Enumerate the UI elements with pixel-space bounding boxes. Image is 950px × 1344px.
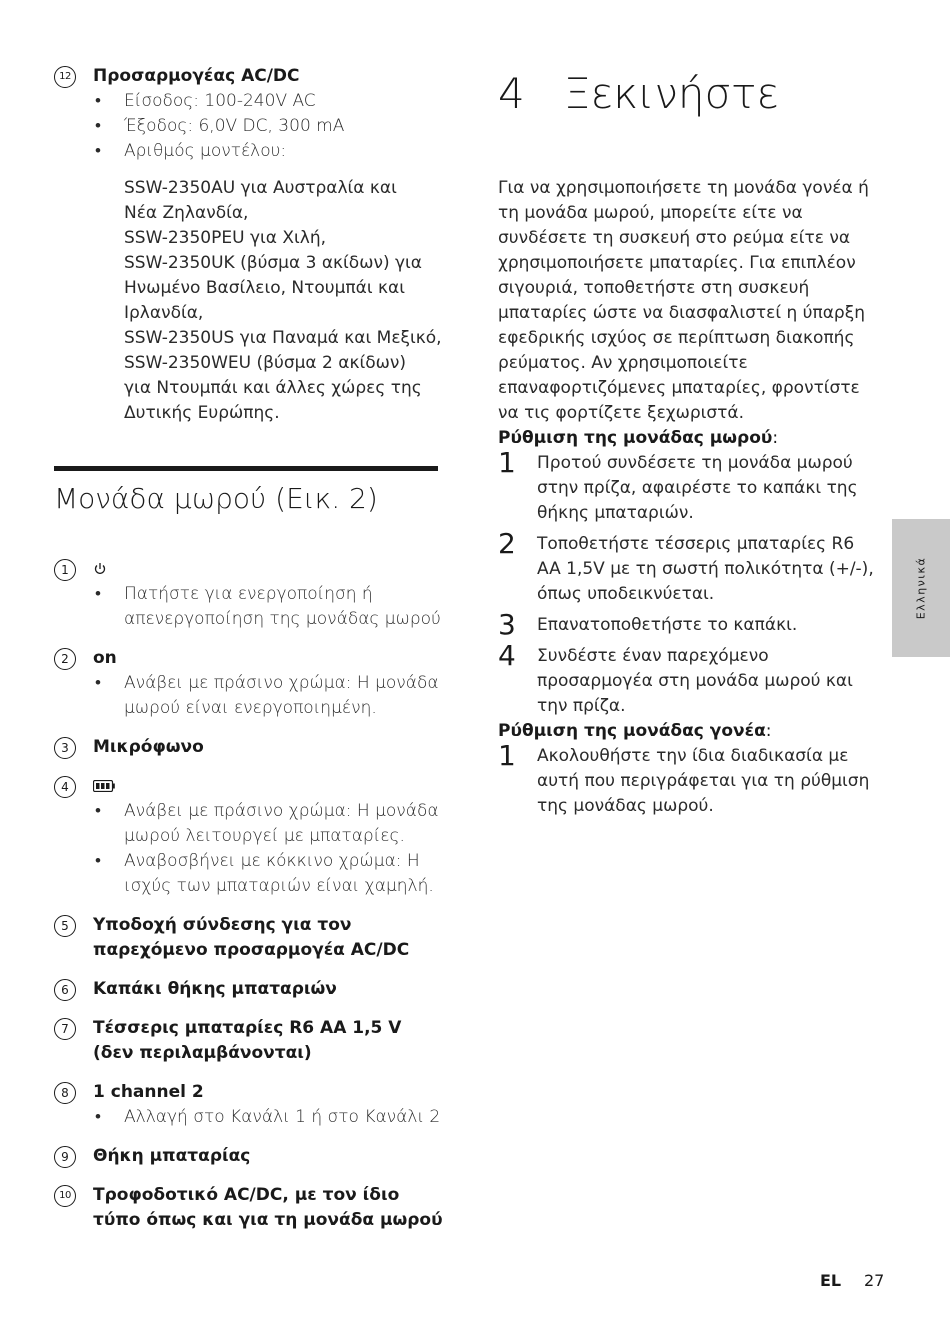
item-number: 5 xyxy=(54,915,76,937)
baby-unit-item-6 xyxy=(54,977,444,1002)
model-line: Δυτικής Ευρώπης. xyxy=(124,403,280,423)
item-number: 10 xyxy=(54,1185,76,1207)
baby-step-3 xyxy=(498,608,878,641)
baby-unit-item-9 xyxy=(54,1144,444,1169)
step-text: Επανατοποθετήστε το καπάκι. xyxy=(537,615,798,635)
model-line: SSW-2350WEU (βύσμα 2 ακίδων) xyxy=(124,353,406,373)
item-title: Μικρόφωνο xyxy=(93,737,204,757)
item-title: Προσαρμογέας AC/DC xyxy=(93,66,300,86)
item-title: 1 channel 2 xyxy=(93,1082,204,1102)
step-number: 1 xyxy=(498,739,516,772)
item-title: on xyxy=(93,648,117,668)
parent-step-1 xyxy=(498,739,878,819)
step-number: 4 xyxy=(498,639,516,672)
bullet-list xyxy=(93,89,444,164)
chapter-heading xyxy=(498,68,878,120)
item-number: 8 xyxy=(54,1082,76,1104)
item-number: 4 xyxy=(54,776,76,798)
baby-unit-item-3 xyxy=(54,735,444,760)
bullet: • Πατήστε για ενεργοποίηση ή απενεργοποίηση της μονάδας μωρού xyxy=(93,582,444,632)
item-number: 9 xyxy=(54,1146,76,1168)
item-number: 1 xyxy=(54,559,76,581)
power-icon xyxy=(93,557,444,582)
bullet-list xyxy=(93,582,444,632)
item-number: 2 xyxy=(54,648,76,670)
item-number: 7 xyxy=(54,1018,76,1040)
bullet-list xyxy=(93,799,444,899)
left-column xyxy=(54,64,444,1247)
parent-setup-heading: Ρύθμιση της μονάδας γονέα: xyxy=(498,721,772,741)
chapter-number: 4 xyxy=(498,69,525,118)
baby-unit-item-10 xyxy=(54,1183,444,1233)
item-number: 12 xyxy=(54,66,76,88)
model-line: SSW-2350PEU για Χιλή, xyxy=(124,228,326,248)
baby-unit-item-5 xyxy=(54,913,444,963)
baby-unit-item-7 xyxy=(54,1016,444,1066)
bullet: • Είσοδος: 100-240V AC xyxy=(93,89,444,114)
bullet: • Αναβοσβήνει με κόκκινο χρώμα: Η ισχύς των μπαταριών είναι χαμηλή. xyxy=(93,849,444,899)
item-title: Καπάκι θήκης μπαταριών xyxy=(93,979,337,999)
bullet: • Αλλαγή στο Κανάλι 1 ή στο Κανάλι 2 xyxy=(93,1105,444,1130)
language-tab xyxy=(892,519,950,657)
item-number: 6 xyxy=(54,979,76,1001)
baby-unit-item-4 xyxy=(54,774,444,899)
language-tab-label: Ελληνικά xyxy=(914,556,928,620)
bullet: • Ανάβει με πράσινο χρώμα: Η μονάδα μωρού λειτουργεί με μπαταρίες. xyxy=(93,799,444,849)
intro-paragraph: Για να χρησιμοποιήσετε τη μονάδα γονέα ή τη μονάδα μωρού, μπορείτε είτε να συνδέσετε τη συσκευή στο ρεύμα είτε να χρησιμοποιήσετε μπαταρίες. Για επιπλέον σιγουριά, τοποθετήστε στη συσκευή μπαταρίες ώστε να διασφαλιστεί η ύπαρξη εφεδρικής ισχύος σε περίπτωση διακοπής ρεύματος. Αν χρησιμοποιείτε επαναφορτιζόμενες μπαταρίες, φροντίστε να τις φορτίζετε ξεχωριστά. xyxy=(498,178,869,423)
chapter-title: Ξεκινήστε xyxy=(564,69,780,118)
bullet: • Έξοδος: 6,0V DC, 300 mA xyxy=(93,114,444,139)
bullet-list xyxy=(93,671,444,721)
baby-step-2 xyxy=(498,527,878,607)
adapter-item xyxy=(54,64,444,426)
item-title: Υποδοχή σύνδεσης για τον παρεχόμενο προσαρμογέα AC/DC xyxy=(93,915,410,960)
baby-step-1 xyxy=(498,446,878,526)
item-title: Τροφοδοτικό AC/DC, με τον ίδιο τύπο όπως και για τη μονάδα μωρού xyxy=(93,1185,443,1230)
section-divider xyxy=(54,466,438,471)
item-title: Τέσσερις μπαταρίες R6 AA 1,5 V (δεν περιλαμβάνονται) xyxy=(93,1018,402,1063)
page-number: 27 xyxy=(864,1271,885,1290)
model-line: SSW-2350AU για Αυστραλία και xyxy=(124,178,397,198)
model-line: Νέα Ζηλανδία, xyxy=(124,203,249,223)
bullet: • Ανάβει με πράσινο χρώμα: Η μονάδα μωρού είναι ενεργοποιημένη. xyxy=(93,671,444,721)
step-text: Ακολουθήστε την ίδια διαδικασία με αυτή που περιγράφεται για τη ρύθμιση της μονάδας μωρού. xyxy=(537,746,870,816)
model-line: SSW-2350UK (βύσμα 3 ακίδων) για xyxy=(124,253,422,273)
step-text: Συνδέστε έναν παρεχόμενο προσαρμογέα στη μονάδα μωρού και την πρίζα. xyxy=(537,646,853,716)
item-number: 3 xyxy=(54,737,76,759)
right-column xyxy=(498,64,878,819)
model-line: Ιρλανδία, xyxy=(124,303,204,323)
baby-unit-item-1 xyxy=(54,557,444,632)
step-text: Τοποθετήστε τέσσερις μπαταρίες R6 AA 1,5V με τη σωστή πολικότητα (+/-), όπως υποδεικνύεται. xyxy=(537,534,874,604)
model-line: SSW-2350US για Παναμά και Μεξικό, xyxy=(124,328,442,348)
footer-language: EL xyxy=(820,1271,842,1290)
model-list xyxy=(124,176,444,426)
bullet-list xyxy=(93,1105,444,1130)
step-number: 2 xyxy=(498,527,516,560)
step-text: Προτού συνδέσετε τη μονάδα μωρού στην πρίζα, αφαιρέστε το καπάκι της θήκης μπαταριών. xyxy=(537,453,858,523)
model-line: Ηνωμένο Βασίλειο, Ντουμπάι και xyxy=(124,278,406,298)
battery-icon xyxy=(93,774,444,799)
baby-setup-heading: Ρύθμιση της μονάδας μωρού: xyxy=(498,428,779,448)
item-title: Θήκη μπαταρίας xyxy=(93,1146,251,1166)
bullet: • Αριθμός μοντέλου: xyxy=(93,139,444,164)
step-number: 3 xyxy=(498,608,516,641)
baby-unit-item-2 xyxy=(54,646,444,721)
model-line: για Ντουμπάι και άλλες χώρες της xyxy=(124,378,422,398)
section-title: Μονάδα μωρού (Εικ. 2) xyxy=(54,482,378,515)
step-number: 1 xyxy=(498,446,516,479)
baby-step-4 xyxy=(498,639,878,719)
baby-unit-item-8 xyxy=(54,1080,444,1130)
